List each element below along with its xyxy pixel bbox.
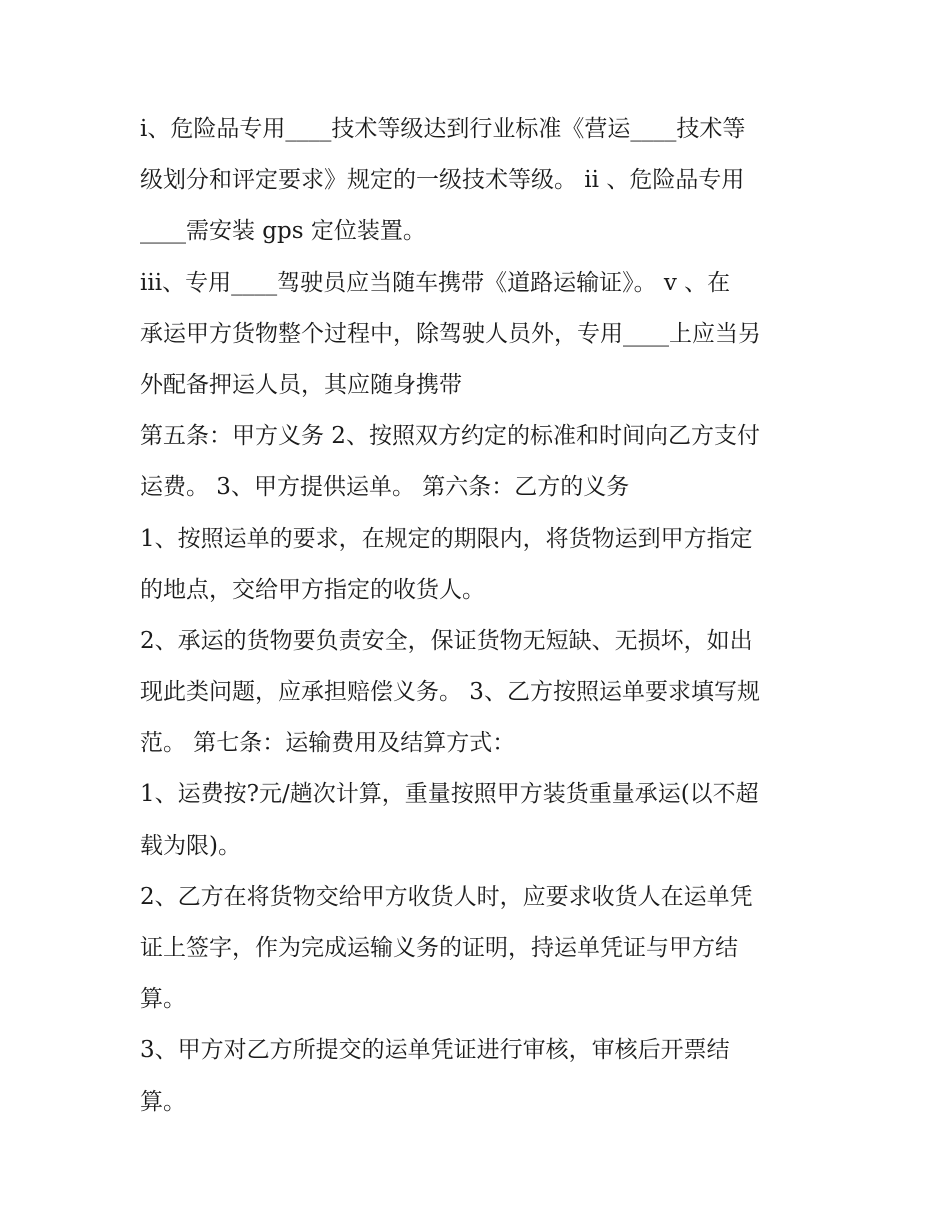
paragraph-article-6-item-2 [140, 616, 820, 770]
paragraph-driver-escort-requirements [140, 258, 820, 412]
paragraph-article-6-item-1 [140, 514, 820, 616]
text-line: 算。 [140, 986, 186, 1013]
document-body [140, 104, 820, 1128]
text-line: 第五条：甲方义务 2、按照双方约定的标准和时间向乙方支付 [140, 423, 760, 450]
text-line: 承运甲方货物整个过程中，除驾驶人员外，专用____上应当另 [140, 320, 761, 347]
text-line: 2、承运的货物要负责安全，保证货物无短缺、无损坏，如出 [140, 627, 753, 654]
text-line: 证上签字，作为完成运输义务的证明，持运单凭证与甲方结 [140, 935, 738, 961]
text-line: 的地点，交给甲方指定的收货人。 [140, 576, 485, 603]
text-line: 范。 第七条：运输费用及结算方式： [140, 730, 516, 757]
text-line: 1、运费按?元/趟次计算，重量按照甲方装货重量承运(以不超 [140, 781, 759, 808]
text-line: 现此类问题，应承担赔偿义务。 3、乙方按照运单要求填写规 [140, 679, 760, 706]
text-line: 3、甲方对乙方所提交的运单凭证进行审核，审核后开票结 [140, 1037, 730, 1064]
text-line: 1、按照运单的要求，在规定的期限内，将货物运到甲方指定 [140, 525, 753, 552]
paragraph-article-7-item-2 [140, 872, 820, 1026]
text-line: i、危险品专用____技术等级达到行业标准《营运____技术等 [140, 116, 746, 142]
paragraph-article-7-item-3 [140, 1025, 820, 1127]
text-line: iii、专用____驾驶员应当随车携带《道路运输证》。 v 、在 [140, 269, 731, 296]
paragraph-article-5-party-a-obligations [140, 411, 820, 513]
text-line: 算。 [140, 1088, 186, 1115]
text-line: 2、乙方在将货物交给甲方收货人时，应要求收货人在运单凭 [140, 883, 753, 910]
paragraph-article-7-item-1 [140, 769, 820, 871]
paragraph-dangerous-goods-vehicle-grade [140, 104, 820, 258]
text-line: 运费。 3、甲方提供运单。 第六条：乙方的义务 [140, 474, 630, 501]
text-line: 级划分和评定要求》规定的一级技术等级。 ii 、危险品专用 [140, 167, 745, 194]
text-line: 载为限)。 [140, 832, 241, 859]
text-line: ____需安装 gps 定位装置。 [140, 218, 426, 245]
text-line: 外配备押运人员，其应随身携带 [140, 371, 462, 398]
